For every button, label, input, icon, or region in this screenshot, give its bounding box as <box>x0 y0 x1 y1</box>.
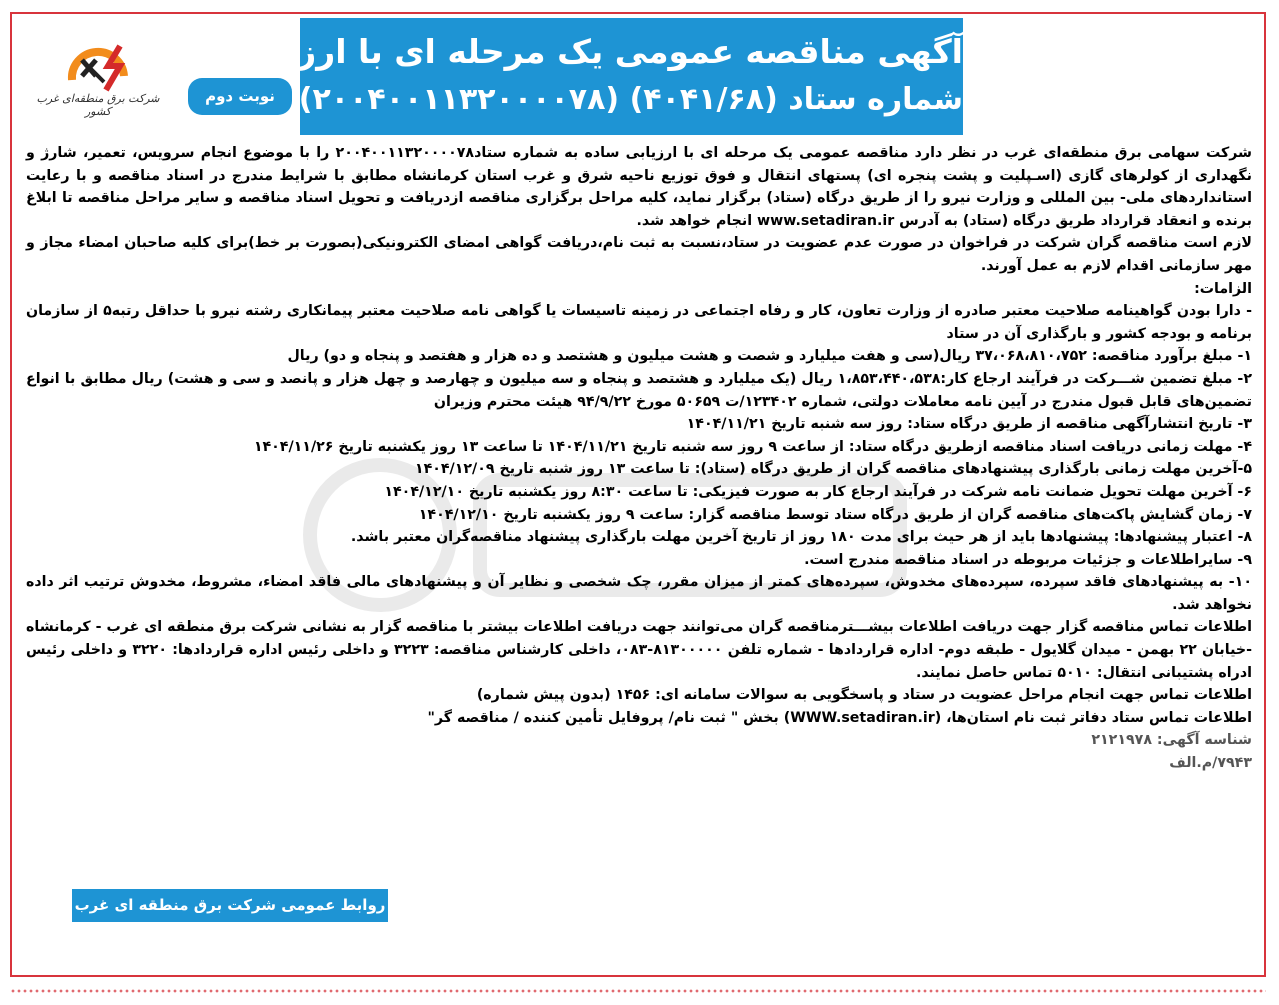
contact-3-start: اطلاعات تماس ستاد دفاتر ثبت نام استان‌ها، ( <box>934 709 1252 726</box>
bottom-dotted-border <box>10 988 1266 994</box>
logo-caption: شرکت برق منطقه‌ای غرب کشور <box>36 92 160 118</box>
contact-url: WWW.setadiran.ir <box>790 709 935 726</box>
list-item-10: ۱۰- به پیشنهادهای فاقد سپرده، سپرده‌های مخدوش، سپرده‌های کمتر از میزان مقرر، چک شخصی و نظایر آن و پیشنهادهای مالی فاقد امضاء، مشروط، مخدوش ترتیب اثر داده نخواهد شد. <box>26 574 1252 613</box>
requirement-item: - دارا بودن گواهینامه صلاحیت معتبر صادره از وزارت تعاون، کار و رفاه اجتماعی در زمینه تاسیسات یا گواهی نامه صلاحیت معتبر پیمانکاری رشته نیرو با حداقل رتبه۵ از سازمان برنامه و بودجه کشور و بارگذاری آن در ستاد <box>26 303 1253 342</box>
requirements-title: الزامات: <box>1194 280 1252 297</box>
contact-3-end: ) بخش " ثبت نام/ پروفایل تأمین کننده / مناقصه گر" <box>427 709 791 726</box>
intro-url: www.setadiran.ir <box>757 212 895 229</box>
list-item-9: ۹- سایراطلاعات و جزئیات مربوطه در اسناد مناقصه مندرج است. <box>804 551 1252 568</box>
list-item-2: ۲- مبلغ تضمین شـــرکت در فرآیند ارجاع کار:۱،۸۵۳،۴۴۰،۵۳۸ ریال (یک میلیارد و هشتصد و پنجاه و سه میلیون و چهارصد و چهل هزار و پانصد و سی و هشت) ریال مطابق با انواع تضمین‌های قابل قبول مندرج در آیین نامه معاملات دولتی، شماره ۱۲۳۴۰۲/ت ۵۰۶۵۹ مورخ ۹۴/۹/۲۲ هیئت محترم وزیران <box>26 370 1252 410</box>
contact-paragraph-3 <box>26 707 1252 730</box>
list-item-4: ۴- مهلت زمانی دریافت اسناد مناقصه ازطریق درگاه ستاد: از ساعت ۹ روز سه شنبه تاریخ ۱۴۰۴/۱۱/۲۱ تا ساعت ۱۳ روز یکشنبه تاریخ ۱۴۰۴/۱۱/۲۶ <box>253 438 1252 455</box>
tender-body <box>26 142 1252 775</box>
list-item-8: ۸- اعتبار پیشنهادها: پیشنهادها باید از هر حیث برای مدت ۱۸۰ روز از تاریخ آخرین مهلت بارگذاری پیشنهاد مناقصه‌گران معتبر باشد. <box>350 529 1252 546</box>
contact-paragraph-2: اطلاعات تماس جهت انجام مراحل عضویت در ستاد و پاسخگویی به سوالات سامانه ای: ۱۴۵۶ (بدون پیش شماره) <box>476 687 1252 704</box>
footer-signature: روابط عمومی شرکت برق منطقه ای غرب <box>72 889 388 922</box>
list-item-3: ۳- تاریخ انتشارآگهی مناقصه از طریق درگاه ستاد: روز سه شنبه تاریخ ۱۴۰۴/۱۱/۲۱ <box>686 416 1252 433</box>
contact-paragraph-1: اطلاعات تماس مناقصه گزار جهت دریافت اطلاعات بیشـــترمناقصه گران می‌توانند جهت دریافت اطلاعات بیشتر با مناقصه گزار به نشانی شرکت برق منطقه ای غرب - کرمانشاه -خیابان ۲۲ بهمن - میدان گلایول - طبقه دوم- اداره قراردادها - شماره تلفن ۸۱۳۰۰۰۰۰-۰۸۳، داخلی کارشناس مناقصه: ۳۲۲۳ و داخلی رئیس اداره قراردادها: ۳۲۲۰ و داخلی رئیس ادراه پشتیبانی انتقال: ۵۰۱۰ تماس حاصل نمایند. <box>26 619 1252 681</box>
list-item-5: ۵-آخرین مهلت زمانی بارگذاری پیشنهادهای مناقصه گران از طریق درگاه (ستاد): تا ساعت ۱۳ روز شنبه تاریخ ۱۴۰۴/۱۲/۰۹ <box>414 461 1252 478</box>
ad-id: شناسه آگهی: ۲۱۲۱۹۷۸ <box>1091 732 1252 749</box>
intro-paragraph <box>26 142 1252 232</box>
tender-number: شماره ستاد (۴۰۴۱/۶۸) (۲۰۰۴۰۰۱۱۳۲۰۰۰۰۷۸) <box>298 82 963 117</box>
list-item-6: ۶- آخرین مهلت تحویل ضمانت نامه شرکت در فرآیند ارجاع کار به صورت فیزیکی: تا ساعت ۸:۳۰ روز یکشنبه تاریخ ۱۴۰۴/۱۲/۱۰ <box>384 483 1252 500</box>
membership-paragraph: لازم است مناقصه گران شرکت در فراخوان در صورت عدم عضویت در ستاد،نسبت به ثبت نام،دریافت گواهی امضای الکترونیکی(بصورت بر خط)برای کلیه صاحبان امضاء مجاز و مهر سازمانی اقدام لازم به عمل آورند. <box>26 235 1252 274</box>
intro-tail: انجام خواهد شد. <box>636 212 753 229</box>
round-badge: نوبت دوم <box>188 78 292 115</box>
list-item-1: ۱- مبلغ برآورد مناقصه: ۳۷،۰۶۸،۸۱۰،۷۵۲ ریال(سی و هفت میلیارد و شصت و هشت میلیون و هشتصد و ده هزار و هفتصد و پنجاه و دو) ریال <box>287 348 1252 365</box>
intro-text: شرکت سهامی برق منطقه‌ای غرب در نظر دارد مناقصه عمومی یک مرحله ای با ارزیابی ساده به شماره ستاد۲۰۰۴۰۰۱۱۳۲۰۰۰۰۷۸ را با موضوع انجام سرویس، تعمیر، شارژ و نگهداری از کولرهای گازی (اسـپلیت و پشت پنجره ای) پستهای انتقال و فوق توزیع ناحیه شرق و غرب استان کرمانشاه مطابق با شرایط مندرج در اسناد مناقصه و با رعایت استانداردهای ملی- بین المللی و وزارت نیرو را از طریق درگاه (ستاد) برگزار نماید، کلیه مراحل برگزاری مناقصه ازدریافت و تحویل اسناد مناقصه و سایر مراحل مناقصه تا ابلاغ برنده و انعقاد قرارداد طریق درگاه (ستاد) به آدرس <box>26 145 1252 229</box>
ad-code: ۷۹۴۳/م.الف <box>1169 755 1252 772</box>
list-item-7: ۷- زمان گشایش پاکت‌های مناقصه گران از طریق درگاه ستاد توسط مناقصه گزار: ساعت ۹ روز یکشنبه تاریخ ۱۴۰۴/۱۲/۱۰ <box>418 506 1252 523</box>
page-title: آگهی مناقصه عمومی یک مرحله ای با ارزیابی ساده <box>133 32 963 71</box>
